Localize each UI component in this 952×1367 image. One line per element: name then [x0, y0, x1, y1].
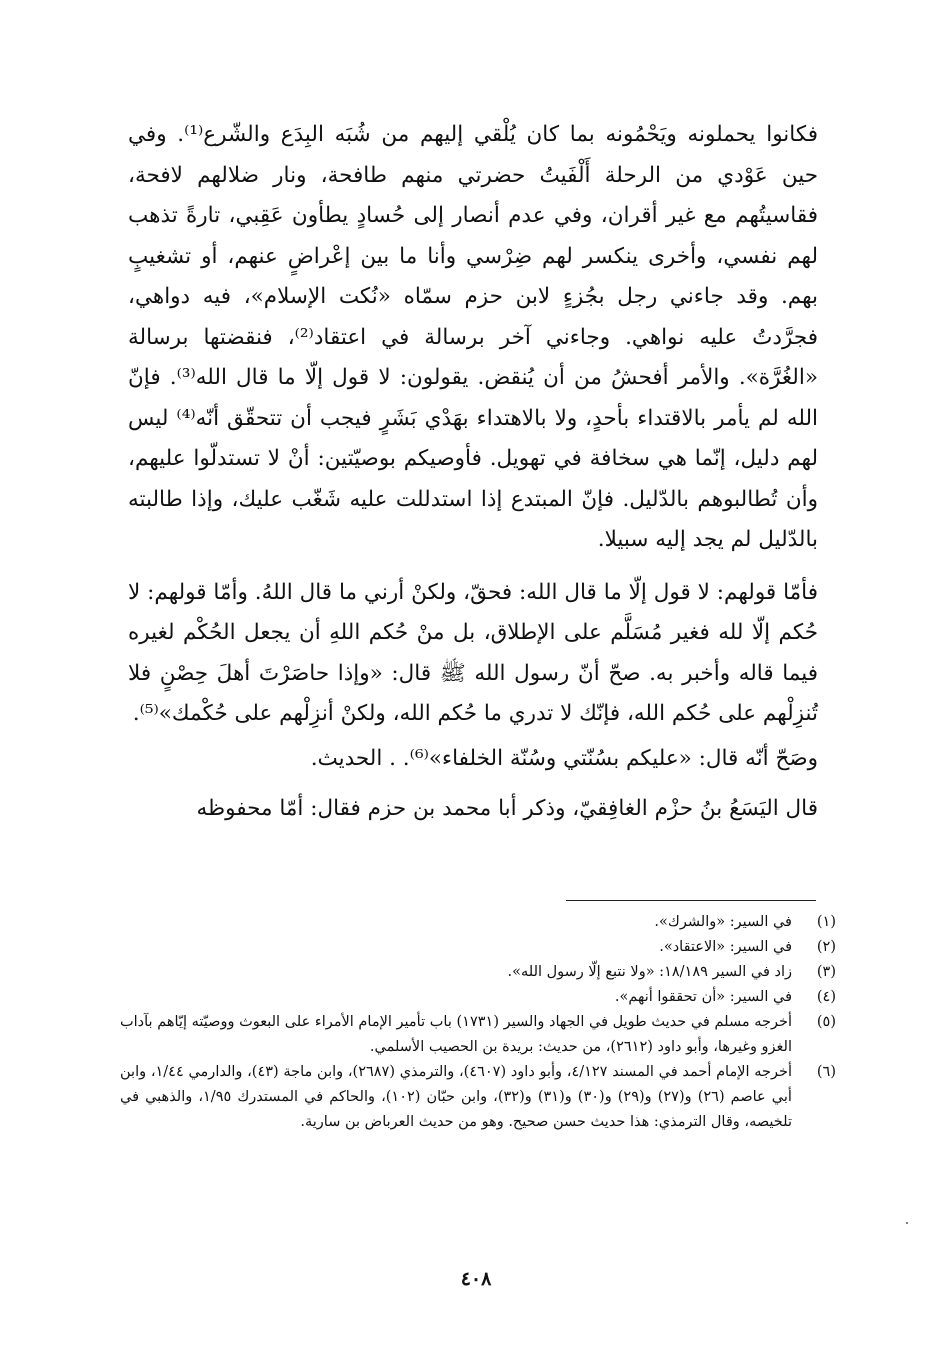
footnote-divider — [566, 900, 816, 901]
footnote-text: في السير: «أن تحققوا أنهم». — [614, 989, 792, 1005]
footnote-text: أخرجه مسلم في حديث طويل في الجهاد والسير (١٧٣١) باب تأمير الإمام الأمراء على البعوث ووصيّته إيّاهم بآداب الغزو وغيرها، وأبو داود (٢٦١٢)، من حديث: بريدة بن الحصيب الأسلمي. — [120, 1014, 793, 1055]
footnote-number: (٦) — [816, 1064, 836, 1080]
footnote-number: (٢) — [816, 939, 836, 955]
footnote-2 — [120, 935, 836, 960]
paragraph-4: قال اليَسَعُ بنُ حزْم الغافِقيّ، وذكر أبا محمد بن حزم فقال: أمّا محفوظه — [196, 796, 818, 821]
footnote-text: في السير: «الاعتقاد». — [659, 939, 792, 955]
scan-speck — [906, 1222, 908, 1224]
footnote-number: (١) — [816, 914, 836, 930]
paragraph-1: فكانوا يحملونه ويَحْمُونه بما كان يُلْقي إليهم من شُبَه البِدَع والشّرع⁽¹⁾. وفي حين عَوْدي من الرحلة أَلْفَيتُ حضرتي منهم طافحة، ونار ضلالهم لافحة، فقاسيتُهم مع غير أقران، وفي عدم أنصار إلى حُسادٍ يطأون عَقِبي، تارةً تذهب لهم نفسي، وأخرى ينكسر لهم ضِرْسي وأنا ما بين إعْراضٍ عنهم، أو تشغيبٍ بهم. وقد جاءني رجل بجُزءٍ لابن حزم سمّاه «نُكت الإسلام»، فيه دواهي، فجرَّدتُ عليه نواهي. وجاءني آخر برسالة في اعتقاد⁽²⁾، فنقضتها برسالة «الغُرَّة». والأمر أفحشُ من أن يُنقض. يقولون: لا قول إلّا ما قال الله⁽³⁾. فإنّ الله لم يأمر بالاقتداء بأحدٍ، ولا بالاهتداء بهَدْي بَشَرٍ فيجب أن تتحقّق أنّه⁽⁴⁾ ليس لهم دليل، إنّما هي سخافة في تهويل. فأوصيكم بوصيّتين: أنْ لا تستدلّوا عليهم، وأن تُطالبوهم بالدّليل. فإنّ المبتدع إذا استدللت عليه شَغّب عليك، وإذا طالبته بالدّليل لم يجد إليه سبيلا. — [128, 122, 818, 552]
main-text — [128, 115, 818, 830]
paragraph-3: وصَحّ أنّه قال: «عليكم بسُنّتي وسُنّة الخلفاء»⁽⁶⁾. . الحديث. — [310, 745, 818, 771]
footnote-1 — [120, 910, 836, 935]
footnote-number: (٥) — [816, 1014, 836, 1030]
footnote-number: (٣) — [816, 964, 836, 980]
footnote-text: أخرجه الإمام أحمد في المسند ٤/١٢٧، وأبو داود (٤٦٠٧)، والترمذي (٢٦٨٧)، وابن ماجة (٤٣)، والدارمي ١/٤٤، وابن أبي عاصم (٢٦) و(٢٧) و(٢٩) و(٣٠) و(٣١) و(٣٢)، وابن حبّان (١٠٢)، والحاكم في المستدرك ١/٩٥، والذهبي في تلخيصه، وقال الترمذي: هذا حديث حسن صحيح. وهو من حديث العرباض بن سارية. — [120, 1064, 792, 1130]
page-number: ٤٠٨ — [460, 1268, 492, 1290]
footnote-3 — [120, 960, 836, 985]
footnotes — [120, 910, 836, 1135]
footnote-text: زاد في السير ١٨/١٨٩: «ولا نتبع إلّا رسول الله». — [507, 964, 792, 980]
footnote-4 — [120, 985, 836, 1010]
paragraph-2: فأمّا قولهم: لا قول إلّا ما قال الله: فحقّ، ولكنْ أرني ما قال اللهُ. وأمّا قولهم: لا حُكم إلّا لله فغير مُسَلَّم على الإطلاق، بل منْ حُكم اللهِ أن يجعل الحُكْم لغيره فيما قاله وأخبر به. صحّ أنّ رسول الله ﷺ قال: «وإذا حاصَرْتَ أهلَ حِصْنٍ فلا تُنزِلْهم على حُكم الله، فإنّك لا تدري ما حُكم الله، ولكنْ أنزِلْهم على حُكْمك»⁽⁵⁾. — [128, 579, 818, 726]
footnote-number: (٤) — [816, 989, 836, 1005]
footnote-5 — [120, 1010, 836, 1060]
footnote-6 — [120, 1060, 836, 1135]
footnote-text: في السير: «والشرك». — [654, 914, 792, 930]
